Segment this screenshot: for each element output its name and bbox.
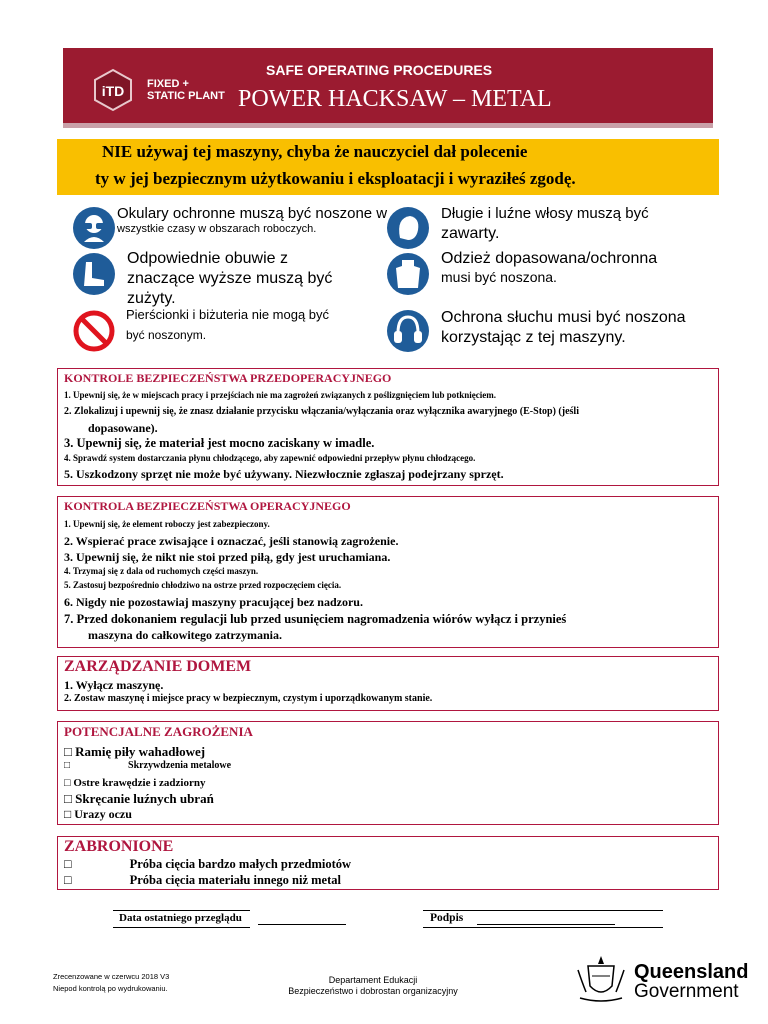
uncontrolled-note: Niepod kontrolą po wydrukowaniu. (53, 984, 168, 993)
ppe-boots-text-3: zużyty. (127, 290, 176, 307)
section-title: POTENCJALNE ZAGROŻENIA (64, 724, 253, 739)
forbidden-section (57, 836, 719, 890)
forbidden-item: □ Próba cięcia materiału innego niż metal (64, 873, 341, 887)
ppe-clothing-text-2: musi być noszona. (441, 269, 557, 285)
ppe-boots-text-2: znaczące wyższe muszą być (127, 270, 333, 287)
safety-boots-icon (72, 252, 116, 296)
government-label: Government (634, 981, 739, 1002)
hazards-section (57, 721, 719, 825)
no-jewellery-icon (72, 309, 116, 353)
ear-muffs-icon (386, 309, 430, 353)
hair-net-icon (386, 206, 430, 250)
section-title: KONTROLE BEZPIECZEŃSTWA PRZEDOPERACYJNEGO (64, 371, 392, 385)
forbidden-item: □ Próba cięcia bardzo małych przedmiotów (64, 857, 352, 871)
ppe-hearing-text: Ochrona słuchu musi być noszona (441, 309, 686, 326)
itd-logo-icon (91, 68, 135, 112)
housekeeping-section: ZARZĄDZANIE DOMEM 1. Wyłącz maszynę. 2. Zostaw maszynę i miejsce pracy w bezpiecznym, czystym i uporządkowanym stanie. (57, 656, 719, 711)
date-line-top (113, 910, 250, 911)
ppe-jewellery-text-2: być noszonym. (126, 328, 207, 342)
hazard-item: □ Ramię piły wahadłowej (64, 744, 206, 759)
operational-section: KONTROLA BEZPIECZEŃSTWA OPERACYJNEGO 1. Upewnij się, że element roboczy jest zabezpieczony. 2. Wspierać prace zwisające i oznaczać, jeśli stanowią zagrożenie. 3. Upewnij się, że nikt nie stoi przed piłą, gdy jest uruchamiana. 4. Trzymaj się z dala od ruchomych części maszyn. 5. Zastosuj bezpośrednio chłodziwo na ostrze przed rozpoczęciem cięcia. 6. Nigdy nie pozostawiaj maszyny pracującej bez nadzoru. 7. Przed dokonaniem regulacji lub przed usunięciem nagromadzenia wiórów wyłącz i przynieś maszyna do całkowitego zatrzymania. (57, 496, 719, 648)
hazard-item: □ Skręcanie luźnych ubrań (64, 791, 214, 806)
category-label: FIXED + STATIC PLANT (147, 78, 225, 102)
ppe-boots-text: Odpowiednie obuwie z (127, 250, 288, 267)
review-date-label: Data ostatniego przeglądu (119, 912, 242, 924)
apron-icon (386, 252, 430, 296)
date-line-bottom (113, 927, 250, 928)
sop-pre-title: SAFE OPERATING PROCEDURES (266, 62, 493, 78)
safety-glasses-icon (72, 206, 116, 250)
hazard-item: □ Skrzywdzenia metalowe (64, 760, 232, 771)
pre-operational-section: KONTROLE BEZPIECZEŃSTWA PRZEDOPERACYJNEGO 1. Upewnij się, że w miejscach pracy i przejściach nie ma zagrożeń związanych z poślizgnięciem lub potknięciem. 2. Zlokalizuj i upewnij się, że znasz działanie przycisku włączania/wyłączania oraz wyłącznika awaryjnego (E-Stop) (jeśli dopasowane). 3. Upewnij się, że materiał jest mocno zaciskany w imadle. 4. Sprawdź system dostarczania płynu chłodzącego, aby zapewnić odpowiedni przepływ płynu chłodzącego. 5. Uszkodzony sprzęt nie może być używany. Niezwłocznie zgłaszaj podejrzany sprzęt. (57, 368, 719, 486)
ppe-clothing-text: Odzież dopasowana/ochronna (441, 250, 658, 267)
queensland-crest-icon (572, 952, 630, 1004)
ppe-glasses-text: Okulary ochronne muszą być noszone w (117, 205, 388, 222)
ppe-jewellery-text: Pierścionki i biżuteria nie mogą być (126, 307, 330, 322)
hazard-item: □ Urazy oczu (64, 807, 132, 821)
ppe-hair-text-2: zawarty. (441, 225, 500, 242)
section-title: ZABRONIONE (64, 838, 174, 855)
review-note: Zrecenzowane w czerwcu 2018 V3 (53, 972, 170, 981)
sign-line-bottom (423, 927, 663, 928)
hazard-item: □ Ostre krawędzie i zadziorny (64, 777, 206, 789)
ppe-glasses-text-2: wszystkie czasy w obszarach roboczych. (117, 223, 317, 235)
warning-banner: NIE używaj tej maszyny, chyba że nauczyciel dał polecenie ty w jej bezpiecznym użytkowaniu i eksploatacji i wyraziłeś zgodę. (57, 139, 719, 195)
sop-header (63, 48, 713, 128)
signature-label: Podpis (430, 912, 464, 924)
ppe-hearing-text-2: korzystając z tej maszyny. (441, 329, 626, 346)
signature-field[interactable] (477, 924, 615, 925)
svg-text:iTD: iTD (101, 83, 125, 99)
section-title: ZARZĄDZANIE DOMEM (64, 658, 252, 675)
ppe-hair-text: Długie i luźne włosy muszą być (441, 205, 649, 222)
sign-line-top (423, 910, 663, 911)
government-name: Queensland (634, 961, 749, 983)
department-name: Departament Edukacji (328, 975, 418, 985)
section-title: KONTROLA BEZPIECZEŃSTWA OPERACYJNEGO (64, 499, 351, 513)
page-title: POWER HACKSAW – METAL (238, 86, 552, 112)
department-sub: Bezpieczeństwo i dobrostan organizacyjny (288, 986, 458, 996)
review-date-field[interactable] (258, 924, 346, 925)
